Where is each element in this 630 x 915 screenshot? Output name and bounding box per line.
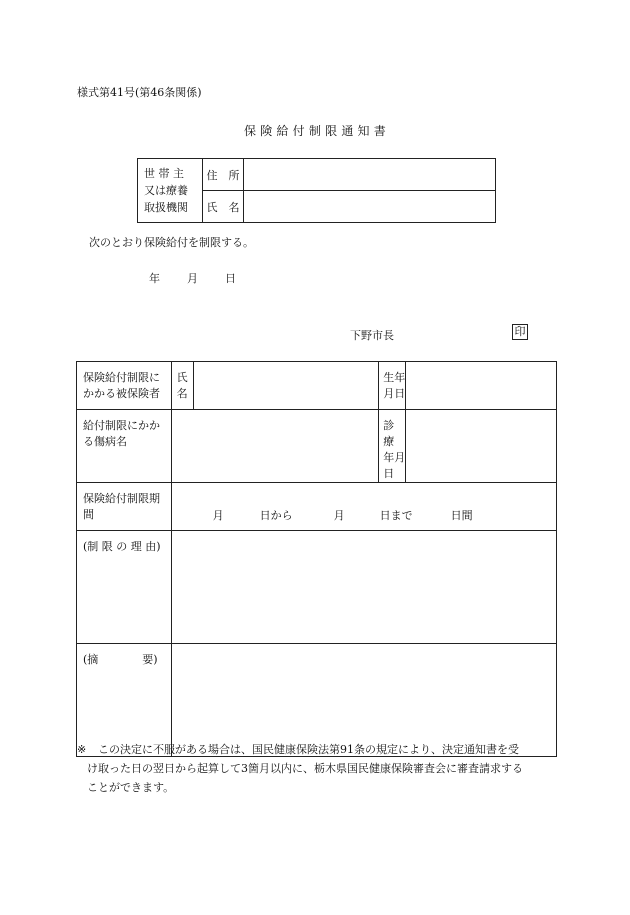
birthdate-label xyxy=(379,362,406,410)
intro-text: 次のとおり保険給付を制限する。 xyxy=(89,236,254,249)
label-line: 名 xyxy=(176,387,188,400)
addressee-heading xyxy=(138,159,203,223)
insured-person-label xyxy=(77,362,172,410)
illness-field[interactable] xyxy=(171,410,379,483)
day-label: 日 xyxy=(225,272,236,285)
name-label: 氏 名 xyxy=(203,191,244,223)
footnote-line: この決定に不服がある場合は、国民健康保険法第91条の規定により、決定通知書を受 xyxy=(98,743,519,756)
birthdate-field[interactable] xyxy=(406,362,557,410)
issuer-name: 下野市長 xyxy=(350,329,394,342)
month-label: 月 xyxy=(187,272,198,285)
label-line: 氏 xyxy=(176,371,188,384)
label-line: 月日 xyxy=(383,387,406,400)
illness-label xyxy=(77,410,172,483)
period-day-from: 日から xyxy=(259,509,293,522)
summary-label: (摘 要) xyxy=(77,644,172,757)
insured-name-label xyxy=(171,362,194,410)
seal-stamp: 印 xyxy=(512,324,528,340)
addressee-heading-line: 取扱機関 xyxy=(144,201,188,214)
period-field[interactable] xyxy=(171,483,556,531)
document-title: 保 険 給 付 制 限 通 知 書 xyxy=(244,124,386,138)
period-month-from: 月 xyxy=(212,509,224,522)
treatment-date-field[interactable] xyxy=(406,410,557,483)
label-line: 生年 xyxy=(383,371,406,384)
name-field[interactable] xyxy=(244,191,496,223)
label-line: 年月日 xyxy=(383,451,406,480)
addressee-table xyxy=(137,158,496,223)
label-line: かかる被保険者 xyxy=(83,387,160,400)
reason-label: (制 限 の 理 由) xyxy=(77,531,172,644)
label-line: 給付制限にかか xyxy=(83,419,160,432)
period-days: 日間 xyxy=(450,509,473,522)
form-number: 様式第41号(第46条関係) xyxy=(77,86,202,99)
period-label xyxy=(77,483,172,531)
label-line: 診 療 xyxy=(383,419,406,448)
footnote xyxy=(77,740,557,797)
address-field[interactable] xyxy=(244,159,496,191)
issue-date xyxy=(149,270,236,286)
restriction-table xyxy=(76,361,557,757)
reason-field[interactable] xyxy=(171,531,556,644)
period-day-to: 日まで xyxy=(379,509,413,522)
period-month-to: 月 xyxy=(333,509,345,522)
label-line: 保険給付制限期 xyxy=(83,492,160,505)
footnote-line: け取った日の翌日から起算して3箇月以内に、栃木県国民健康保険審査会に審査請求する xyxy=(87,762,523,775)
label-line: 間 xyxy=(83,508,94,521)
year-label: 年 xyxy=(149,272,160,285)
label-line: る傷病名 xyxy=(83,435,127,448)
addressee-heading-line: 又は療養 xyxy=(144,184,188,197)
treatment-date-label xyxy=(379,410,406,483)
footnote-mark: ※ xyxy=(77,743,87,756)
address-label: 住 所 xyxy=(203,159,244,191)
insured-name-field[interactable] xyxy=(194,362,379,410)
footnote-line: ことができます。 xyxy=(87,781,175,794)
label-line: 保険給付制限に xyxy=(83,371,160,384)
addressee-heading-line: 世 帯 主 xyxy=(144,167,184,180)
